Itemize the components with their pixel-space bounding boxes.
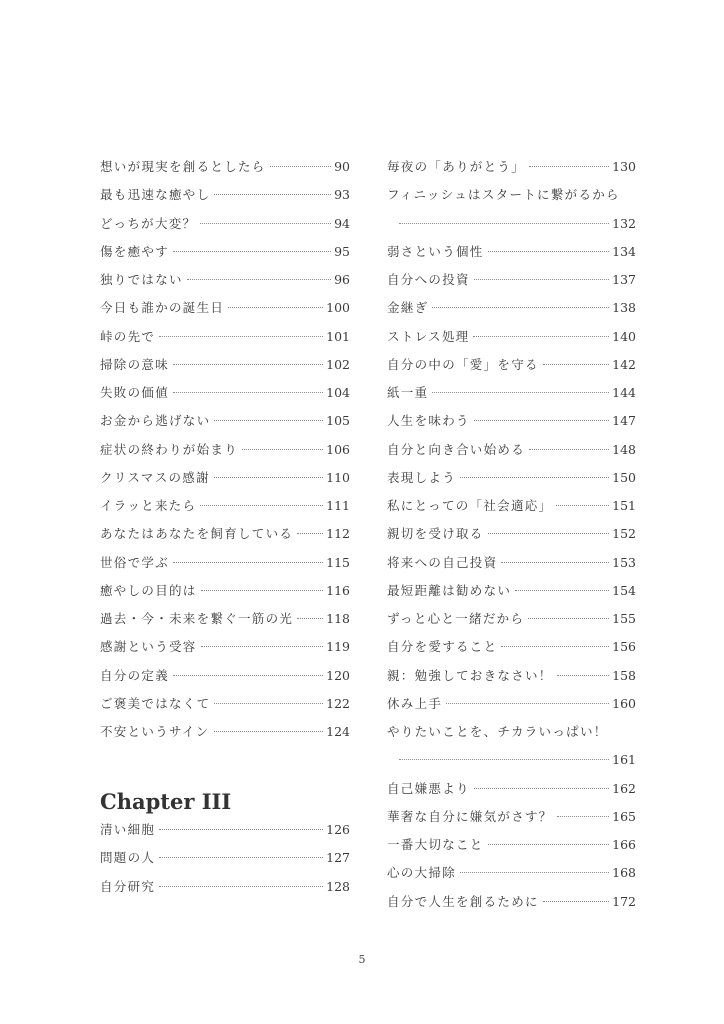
- toc-entry-page: 124: [326, 724, 350, 739]
- toc-entry-page: 140: [612, 328, 636, 344]
- toc-entry-page: 130: [612, 159, 636, 174]
- toc-entry: [387, 609, 636, 637]
- toc-entry-page: 100: [326, 300, 350, 316]
- toc-entry-title: 親：勉強しておきなさい！: [387, 667, 553, 683]
- dot-leader: [474, 788, 609, 789]
- dot-leader: [501, 646, 609, 647]
- toc-entry-page: 101: [326, 328, 350, 344]
- toc-entry-page: 160: [612, 695, 636, 711]
- toc-entry: [100, 637, 350, 665]
- toc-entry: [100, 666, 350, 694]
- toc-entry-title: 紙一重: [387, 385, 429, 400]
- toc-entry: [100, 468, 350, 496]
- toc-entry-page: 105: [326, 413, 350, 429]
- toc-entry-title: 自分を愛すること: [387, 639, 498, 655]
- dot-leader: [543, 364, 609, 365]
- dot-leader: [201, 590, 324, 591]
- toc-entry-title: お金から逃げない: [100, 413, 211, 429]
- toc-entry-page: 90: [334, 159, 350, 174]
- toc-entry-page: 132: [612, 215, 636, 231]
- dot-leader: [556, 505, 609, 506]
- toc-entry: [100, 411, 350, 439]
- toc-entry-page: 111: [326, 498, 350, 513]
- dot-leader: [173, 364, 323, 365]
- dot-leader: [460, 477, 609, 478]
- toc-entry-page: 155: [612, 611, 636, 626]
- toc-entry-page: 147: [612, 413, 636, 429]
- toc-entry: [387, 270, 636, 298]
- toc-entry-page: 162: [612, 780, 636, 796]
- toc-entry-page: 137: [612, 272, 636, 287]
- toc-entry-title: 峠の先で: [100, 328, 156, 344]
- toc-entry: [387, 553, 636, 581]
- toc-entry-page: 122: [326, 695, 350, 711]
- toc-left-column: [100, 157, 350, 750]
- toc-chapter-column: [100, 820, 350, 905]
- toc-entry-page: 138: [612, 300, 636, 316]
- toc-entry: [387, 355, 636, 383]
- dot-leader: [399, 223, 609, 224]
- toc-entry: [387, 694, 636, 722]
- dot-leader: [200, 223, 331, 224]
- toc-entry: [100, 214, 350, 242]
- toc-entry-title: 不安というサイン: [100, 724, 210, 739]
- dot-leader: [543, 901, 609, 902]
- toc-entry-title: フィニッシュはスタートに繋がるから: [387, 187, 620, 203]
- toc-entry-title: 自分研究: [100, 878, 156, 894]
- toc-entry-page: 168: [612, 865, 636, 881]
- toc-entry: [100, 185, 350, 213]
- toc-entry: [100, 722, 350, 750]
- toc-entry-page: 165: [612, 808, 636, 824]
- toc-entry: [387, 214, 636, 242]
- dot-leader: [460, 872, 609, 873]
- toc-entry-title: 失敗の価値: [100, 385, 170, 400]
- toc-entry: [387, 468, 636, 496]
- toc-entry: [100, 694, 350, 722]
- dot-leader: [557, 816, 610, 817]
- toc-entry: [100, 355, 350, 383]
- dot-leader: [446, 703, 609, 704]
- toc-entry-title: どっちが大変？: [100, 215, 197, 231]
- toc-entry-page: 148: [612, 441, 636, 457]
- dot-leader: [297, 533, 323, 534]
- toc-entry-page: 118: [326, 611, 350, 626]
- toc-entry-page: 144: [612, 385, 636, 400]
- toc-entry-page: 120: [326, 667, 350, 683]
- toc-entry-page: 110: [326, 469, 350, 485]
- toc-entry-title: 癒やしの目的は: [100, 582, 197, 598]
- toc-entry-title: 親切を受け取る: [387, 526, 484, 542]
- toc-entry: [100, 553, 350, 581]
- toc-entry-page: 95: [334, 243, 350, 259]
- toc-entry: [100, 581, 350, 609]
- toc-entry: [387, 863, 636, 891]
- toc-entry: [387, 807, 636, 835]
- toc-entry-title: ずっと心と一緒だから: [387, 611, 525, 626]
- toc-entry: [100, 609, 350, 637]
- toc-entry-title: 過去・今・未来を繋ぐ一筋の光: [100, 611, 294, 626]
- toc-entry-title: やりたいことを、チカラいっぱい！: [387, 724, 608, 739]
- dot-leader: [297, 618, 323, 619]
- dot-leader: [214, 194, 331, 195]
- toc-entry-title: 私にとっての「社会適応」: [387, 498, 553, 513]
- toc-entry-title: 金継ぎ: [387, 300, 429, 316]
- toc-entry-title: 一番大切なこと: [387, 837, 484, 852]
- toc-entry: [100, 383, 350, 411]
- toc-entry-page: 116: [326, 582, 350, 598]
- toc-entry: [100, 242, 350, 270]
- dot-leader: [214, 420, 323, 421]
- toc-entry-page: 152: [612, 526, 636, 542]
- toc-entry-title: 問題の人: [100, 850, 156, 866]
- dot-leader: [432, 307, 609, 308]
- toc-entry: [387, 750, 636, 778]
- toc-entry-title: 人生を味わう: [387, 413, 470, 429]
- toc-entry-page: 161: [612, 752, 636, 768]
- toc-entry-title: あなたはあなたを飼育している: [100, 526, 294, 542]
- toc-entry: [387, 157, 636, 185]
- dot-leader: [432, 392, 609, 393]
- page-number: 5: [358, 953, 366, 966]
- toc-entry: [100, 848, 350, 876]
- toc-entry: [100, 496, 350, 524]
- dot-leader: [214, 477, 323, 478]
- dot-leader: [515, 590, 609, 591]
- toc-entry: [387, 411, 636, 439]
- toc-entry: [100, 877, 350, 905]
- toc-entry-page: 134: [612, 243, 636, 259]
- toc-entry-title: 自分で人生を創るために: [387, 893, 539, 909]
- toc-entry: [100, 298, 350, 326]
- toc-entry-title: 表現しよう: [387, 469, 457, 485]
- toc-entry-page: 106: [326, 441, 350, 457]
- dot-leader: [173, 251, 331, 252]
- toc-right-column: [387, 157, 636, 920]
- toc-entry-title: 毎夜の「ありがとう」: [387, 159, 526, 174]
- toc-entry-title: クリスマスの感謝: [100, 469, 210, 485]
- toc-entry: [100, 157, 350, 185]
- toc-entry-title: 最も迅速な癒やし: [100, 187, 211, 203]
- toc-entry: [387, 440, 636, 468]
- dot-leader: [529, 449, 609, 450]
- toc-entry-title: 将来への自己投資: [387, 554, 498, 570]
- toc-entry-title: イラッと来たら: [100, 498, 197, 513]
- dot-leader: [159, 336, 323, 337]
- dot-leader: [228, 307, 323, 308]
- toc-entry: [387, 892, 636, 920]
- toc-entry-page: 104: [326, 385, 350, 400]
- toc-entry-title: 独りではない: [100, 272, 183, 287]
- dot-leader: [173, 675, 323, 676]
- toc-entry: [387, 835, 636, 863]
- toc-entry: [387, 242, 636, 270]
- toc-entry: [100, 820, 350, 848]
- toc-entry: [387, 666, 636, 694]
- toc-entry-title: 想いが現実を創るとしたら: [100, 159, 266, 174]
- toc-entry-title: 自分と向き合い始める: [387, 441, 526, 457]
- toc-entry-page: 102: [326, 356, 350, 372]
- toc-entry-title: 自分の中の「愛」を守る: [387, 356, 539, 372]
- toc-entry-page: 153: [612, 554, 636, 570]
- toc-entry-page: 142: [612, 356, 636, 372]
- dot-leader: [173, 392, 323, 393]
- chapter-heading: Chapter III: [100, 789, 232, 814]
- toc-entry: [100, 440, 350, 468]
- toc-entry: [100, 524, 350, 552]
- toc-entry-title: 今日も誰かの誕生日: [100, 300, 225, 316]
- toc-entry-page: 93: [334, 187, 350, 203]
- toc-entry-title: 心の大掃除: [387, 865, 457, 881]
- toc-entry: [387, 298, 636, 326]
- toc-entry-title: 自己嫌悪より: [387, 780, 470, 796]
- toc-entry-page: 151: [612, 498, 636, 513]
- toc-entry: [100, 270, 350, 298]
- toc-entry-title: 休み上手: [387, 695, 443, 711]
- toc-entry-page: 158: [612, 667, 636, 683]
- dot-leader: [187, 279, 331, 280]
- toc-entry: [387, 581, 636, 609]
- dot-leader: [159, 886, 323, 887]
- toc-entry-title: ストレス処理: [387, 328, 470, 344]
- dot-leader: [270, 166, 331, 167]
- toc-entry-page: 154: [612, 582, 636, 598]
- toc-entry: [100, 327, 350, 355]
- dot-leader: [488, 844, 610, 845]
- toc-entry-title: 自分への投資: [387, 272, 470, 287]
- dot-leader: [488, 251, 610, 252]
- toc-entry: [387, 327, 636, 355]
- toc-entry-title: 感謝という受容: [100, 639, 197, 655]
- toc-entry-title: 華奢な自分に嫌気がさす？: [387, 808, 553, 824]
- toc-entry-title: 掃除の意味: [100, 356, 170, 372]
- toc-entry-page: 166: [612, 837, 636, 852]
- toc-entry-page: 128: [326, 878, 350, 894]
- toc-entry-page: 96: [334, 272, 350, 287]
- dot-leader: [201, 646, 324, 647]
- toc-entry-title: 弱さという個性: [387, 243, 484, 259]
- dot-leader: [529, 166, 609, 167]
- dot-leader: [473, 336, 609, 337]
- dot-leader: [214, 703, 323, 704]
- toc-entry: [387, 185, 636, 213]
- dot-leader: [159, 857, 323, 858]
- dot-leader: [528, 618, 609, 619]
- dot-leader: [474, 420, 609, 421]
- dot-leader: [501, 562, 609, 563]
- toc-entry-title: 自分の定義: [100, 667, 170, 683]
- dot-leader: [173, 562, 323, 563]
- dot-leader: [242, 449, 323, 450]
- toc-entry-page: 156: [612, 639, 636, 655]
- toc-entry: [387, 496, 636, 524]
- toc-entry: [387, 637, 636, 665]
- toc-entry: [387, 779, 636, 807]
- toc-entry-page: 127: [326, 850, 350, 866]
- toc-entry-title: 最短距離は勧めない: [387, 582, 512, 598]
- dot-leader: [399, 759, 609, 760]
- toc-entry-page: 126: [326, 822, 350, 837]
- toc-entry: [387, 524, 636, 552]
- toc-entry-title: 世俗で学ぶ: [100, 554, 170, 570]
- dot-leader: [488, 533, 610, 534]
- dot-leader: [557, 675, 610, 676]
- toc-entry: [387, 383, 636, 411]
- dot-leader: [474, 279, 609, 280]
- dot-leader: [200, 505, 323, 506]
- toc-entry-page: 119: [326, 639, 350, 655]
- toc-entry-title: ご褒美ではなくて: [100, 695, 211, 711]
- dot-leader: [159, 829, 323, 830]
- toc-entry-page: 112: [326, 526, 350, 542]
- toc-entry-page: 172: [612, 893, 636, 909]
- toc-entry-page: 94: [334, 215, 350, 231]
- toc-entry-page: 115: [326, 554, 350, 570]
- toc-entry-title: 症状の終わりが始まり: [100, 441, 239, 457]
- dot-leader: [214, 731, 324, 732]
- toc-entry: [387, 722, 636, 750]
- toc-entry-title: 清い細胞: [100, 822, 156, 837]
- toc-entry-page: 150: [612, 469, 636, 485]
- toc-entry-title: 傷を癒やす: [100, 243, 170, 259]
